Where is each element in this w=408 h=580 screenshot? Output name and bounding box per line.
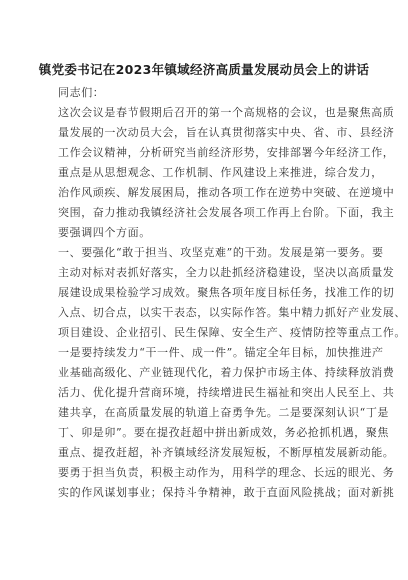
body-line: 量发展的一次动员大会，旨在认真贯彻落实中央、省、市、县经济 (58, 126, 395, 139)
body-line: 这次会议是春节假期后召开的第一个高规格的会议，也是聚焦高质 (58, 106, 395, 119)
body-line: 要勇于担当负责，积极主动作为，用科学的理念、长远的眼光、务 (58, 466, 395, 479)
body-line: 突围，奋力推动我镇经济社会发展各项工作再上台阶。下面，我主 (58, 206, 395, 219)
body-line: 工作会议精神，分析研究当前经济形势，安排部署今年经济工作， (58, 146, 395, 159)
document-title: 镇党委书记在2023年镇域经济高质量发展动员会上的讲话 (38, 62, 370, 77)
body-line: 项目建设、企业招引、民生保障、安全生产、疫情防控等重点工作。 (58, 326, 406, 339)
body-line: 主动对标对表抓好落实，全力以赴抓经济稳建设，坚决以高质量发 (58, 266, 395, 279)
document-body (58, 83, 406, 503)
body-line: 业基础高级化、产业链现代化，着力保护市场主体、持续释放消费 (58, 366, 395, 379)
salutation-line: 同志们： (58, 86, 105, 99)
body-line: 活力、优化提升营商环境，持续增进民生福祉和突出人民至上、共 (58, 386, 395, 399)
body-line: 展建设成果检验学习成效。聚焦各项年度目标任务，找准工作的切 (58, 286, 395, 299)
body-line: 建共享，在高质量发展的轨道上奋勇争先。二是要深刻认识“丁是 (58, 406, 390, 419)
body-line: 一是要持续发力“干一件、成一件”。锚定全年目标，加快推进产 (58, 346, 384, 359)
body-line: 重点是从思想观念、工作机制、作风建设上来推进，综合发力， (58, 166, 383, 179)
body-line: 实的作风谋划事业；保持斗争精神，敢于直面风险挑战；面对新挑 (58, 486, 395, 499)
body-line: 重点、提孜赶超，补齐镇域经济发展短板，不断厚植发展新动能。 (58, 446, 395, 459)
body-line: 治作风顽疾、解发展困局，推动各项工作在逆势中突破、在逆境中 (58, 186, 395, 199)
body-line: 入点、切合点，以实干表态，以实际作答。集中精力抓好产业发展、 (58, 306, 406, 319)
body-line: 丁、卯是卯”。要在提孜赶超中拼出新成效，务必抢抓机遇，聚焦 (58, 426, 390, 439)
section-heading-line: 一、要强化“敢于担当、攻坚克难”的干劲。发展是第一要务。要 (58, 246, 384, 259)
body-line: 要强调四个方面。 (58, 226, 151, 239)
